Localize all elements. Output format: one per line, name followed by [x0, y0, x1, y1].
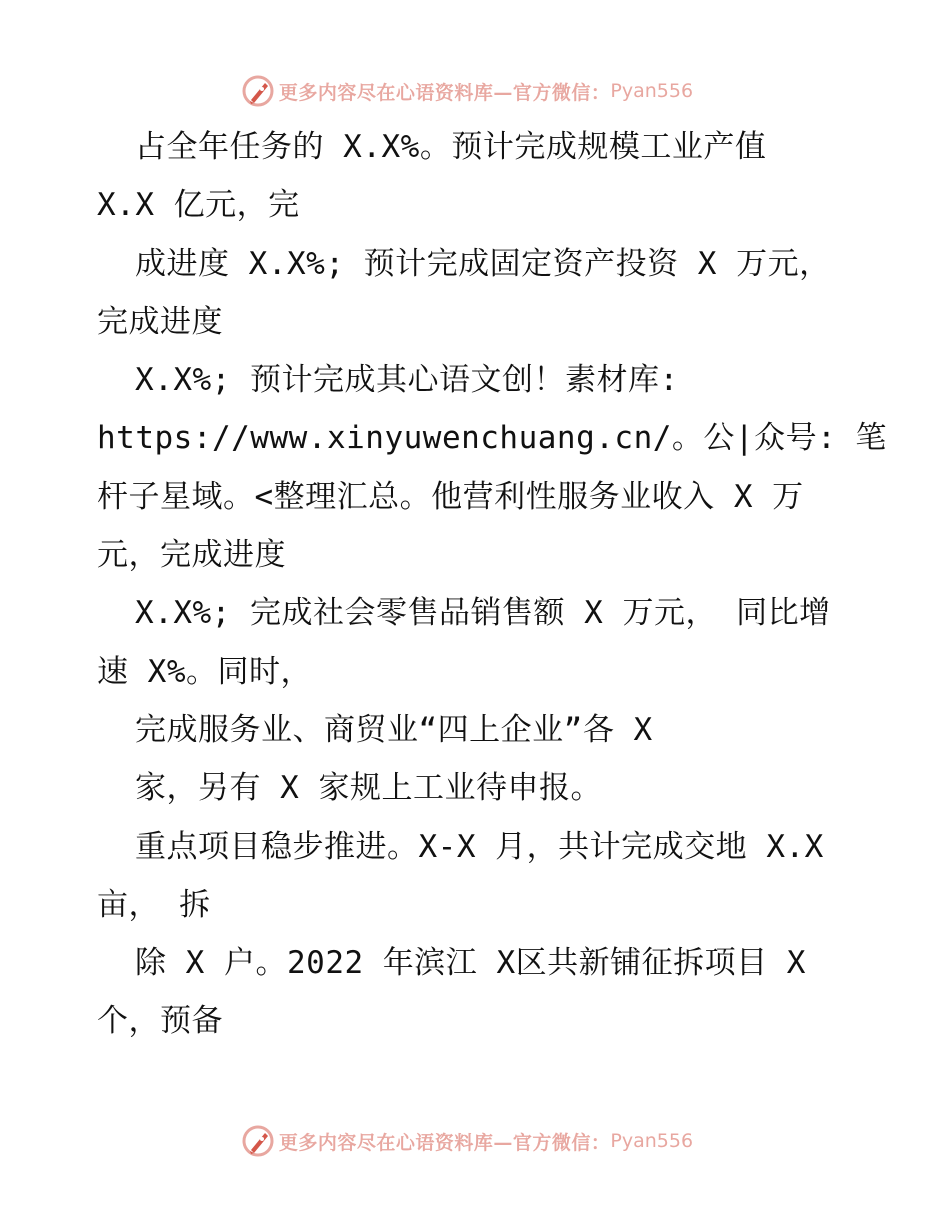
footer-banner — [0, 1121, 950, 1161]
body-line: 完成服务业、商贸业“四上企业”各 X — [135, 711, 653, 748]
document-body — [97, 118, 887, 1051]
header-banner-wechat-id: Pyan556 — [610, 80, 694, 102]
body-line: 除 X 户。2022 年滨江 X区共新铺征拆项目 X — [135, 945, 806, 982]
body-line: 亩， 拆 — [97, 886, 211, 923]
header-banner-text: 更多内容尽在心语资料库—官方微信： — [278, 81, 611, 104]
body-line: 完成进度 — [97, 303, 223, 340]
footer-banner-wechat-id: Pyan556 — [610, 1130, 694, 1152]
pen-nib-logo-icon — [241, 74, 275, 108]
pen-nib-logo-icon — [241, 1124, 275, 1158]
body-line: https://www.xinyuwenchuang.cn/。公|众号: 笔 — [97, 420, 887, 457]
body-line: 元，完成进度 — [97, 537, 286, 574]
body-line: 家，另有 X 家规上工业待申报。 — [135, 770, 602, 807]
header-banner — [0, 71, 950, 111]
header-banner-content — [241, 74, 693, 108]
body-line: 重点项目稳步推进。X-X 月，共计完成交地 X.X — [135, 828, 824, 865]
footer-banner-content — [241, 1124, 693, 1158]
body-line: 速 X%。同时， — [97, 653, 312, 690]
body-line: 个，预备 — [97, 1003, 223, 1040]
body-line: X.X 亿元，完 — [97, 187, 300, 224]
footer-banner-text: 更多内容尽在心语资料库—官方微信： — [278, 1131, 611, 1154]
body-line: X.X%; 预计完成其心语文创！素材库: — [135, 362, 679, 399]
body-line: 占全年任务的 X.X%。预计完成规模工业产值 — [135, 129, 767, 165]
body-line: 杆子星域。<整理汇总。他营利性服务业收入 X 万 — [97, 478, 804, 515]
body-line: X.X%; 完成社会零售品销售额 X 万元， 同比增 — [135, 595, 831, 632]
body-line: 成进度 X.X%; 预计完成固定资产投资 X 万元， — [135, 245, 831, 282]
